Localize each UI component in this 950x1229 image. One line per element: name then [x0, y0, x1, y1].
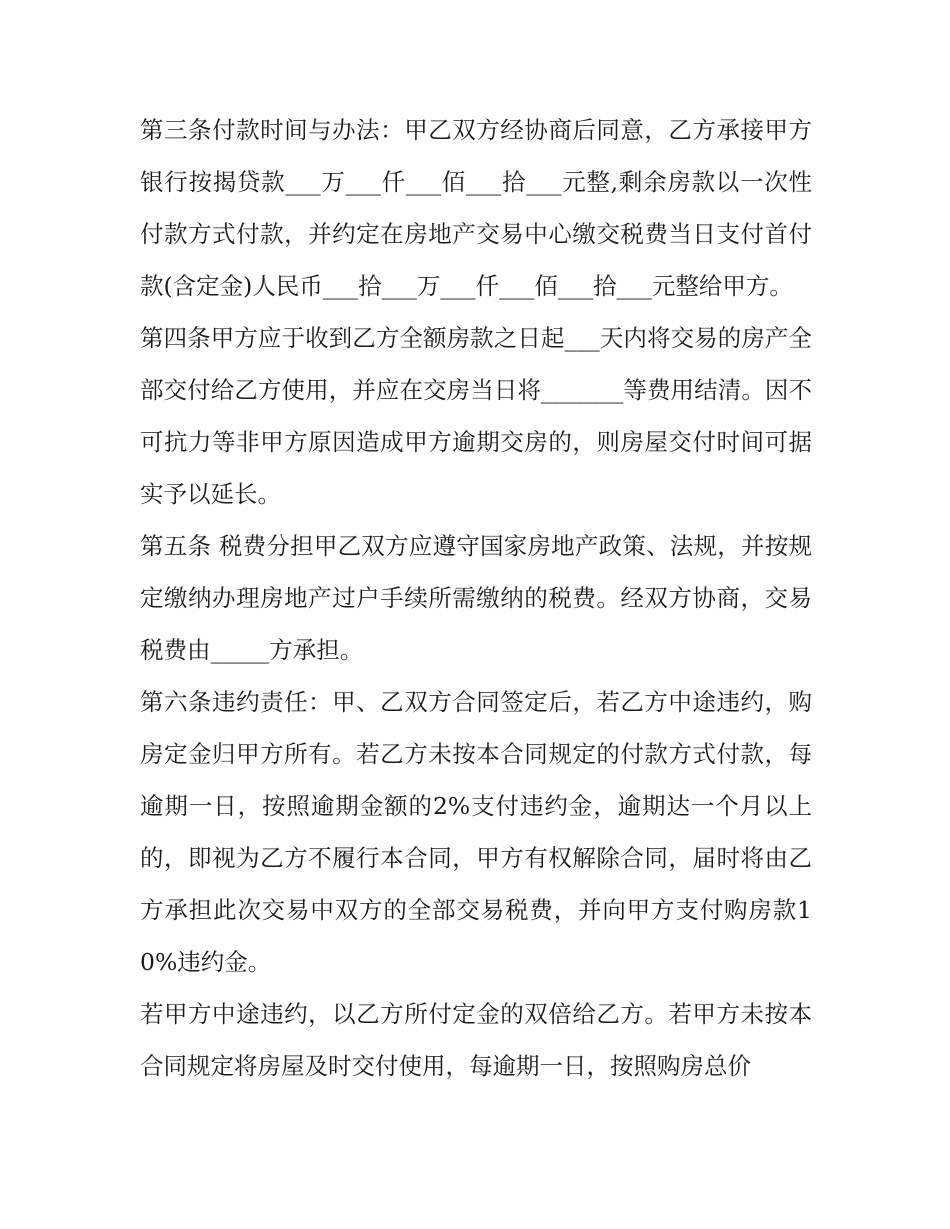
clause-breach-seller: 若甲方中途违约，以乙方所付定金的双倍给乙方。若甲方未按本合同规定将房屋及时交付使用，每逾期一日，按照购房总价: [140, 1000, 812, 1080]
document-body: [140, 104, 812, 1092]
clause-handover: 第四条甲方应于收到乙方全额房款之日起___天内将交易的房产全部交付给乙方使用，并应在交房当日将_______等费用结清。因不可抗力等非甲方原因造成甲方逾期交房的，则房屋交付时间可据实予以延长。: [140, 324, 812, 508]
clause-payment-terms: 第三条付款时间与办法：甲乙双方经协商后同意，乙方承接甲方银行按揭贷款___万___仟___佰___拾___元整,剩余房款以一次性付款方式付款，并约定在房地产交易中心缴交税费当日支付首付款(含定金)人民币___拾___万___仟___佰___拾___元整给甲方。: [140, 116, 812, 300]
clause-taxes: 第五条 税费分担甲乙双方应遵守国家房地产政策、法规，并按规定缴纳办理房地产过户手续所需缴纳的税费。经双方协商，交易税费由_____方承担。: [140, 532, 812, 664]
clause-breach-buyer: 第六条违约责任：甲、乙双方合同签定后，若乙方中途违约，购房定金归甲方所有。若乙方未按本合同规定的付款方式付款，每逾期一日，按照逾期金额的2%支付违约金，逾期达一个月以上的，即视为乙方不履行本合同，甲方有权解除合同，届时将由乙方承担此次交易中双方的全部交易税费，并向甲方支付购房款10%违约金。: [140, 688, 812, 976]
